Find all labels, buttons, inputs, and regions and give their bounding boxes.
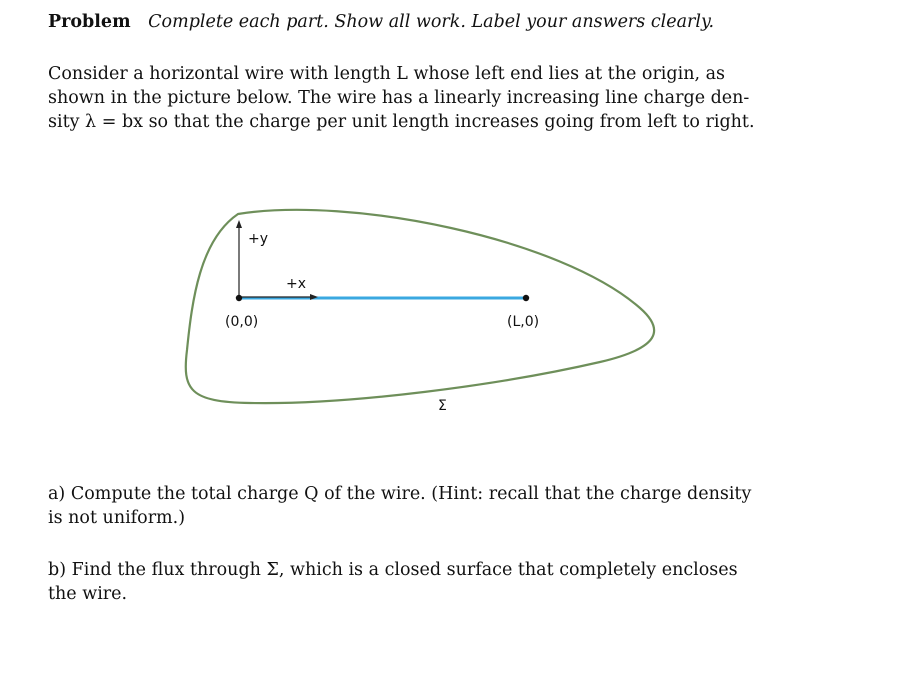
part-b-line: the wire. xyxy=(48,584,128,604)
problem-label: Problem xyxy=(48,12,131,32)
part-b xyxy=(48,558,828,606)
problem-instructions: Complete each part. Show all work. Label your answers clearly. xyxy=(148,12,715,32)
origin-label: (0,0) xyxy=(225,314,259,330)
intro-line: sity λ = bx so that the charge per unit length increases going from left to right. xyxy=(48,112,755,132)
gaussian-surface-sigma xyxy=(186,210,654,403)
x-axis-arrowhead xyxy=(310,294,318,300)
part-b-line: b) Find the flux through Σ, which is a closed surface that completely encloses xyxy=(48,560,738,580)
x-axis-label: +x xyxy=(286,276,307,292)
end-label: (L,0) xyxy=(507,314,540,330)
part-a-line: a) Compute the total charge Q of the wire. (Hint: recall that the charge density xyxy=(48,484,752,504)
end-point xyxy=(523,295,529,301)
y-axis-arrowhead xyxy=(236,220,242,228)
surface-label: Σ xyxy=(438,398,447,414)
y-axis-label: +y xyxy=(248,231,269,247)
origin-point xyxy=(236,295,242,301)
intro-line: Consider a horizontal wire with length L whose left end lies at the origin, as xyxy=(48,64,726,84)
problem-intro xyxy=(48,62,808,134)
intro-line: shown in the picture below. The wire has a linearly increasing line charge den- xyxy=(48,88,750,108)
problem-heading xyxy=(48,10,714,34)
part-a-line: is not uniform.) xyxy=(48,508,186,528)
part-a xyxy=(48,482,828,530)
